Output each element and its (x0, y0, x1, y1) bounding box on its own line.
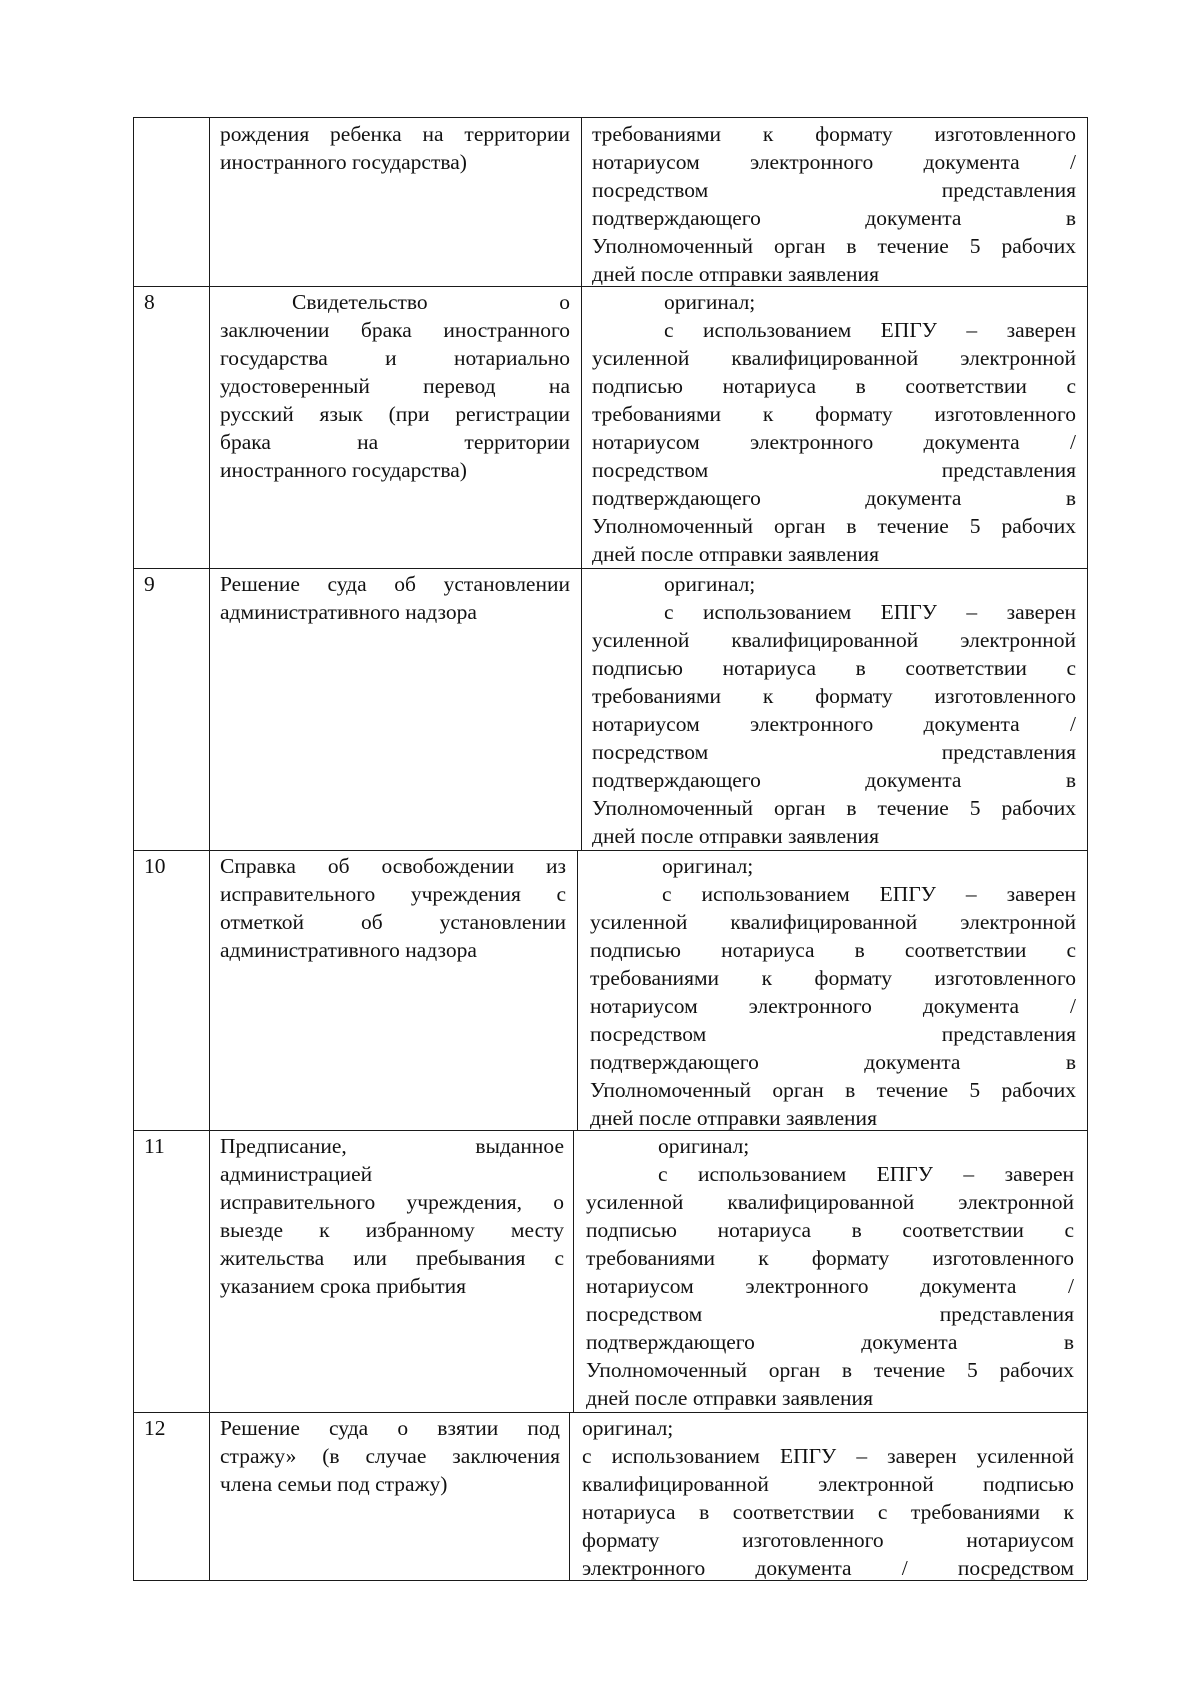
cell-line: с использованием ЕПГУ – заверен (664, 318, 1076, 342)
cell-line: подписью нотариуса в соответствии с (592, 374, 1076, 398)
row-number: 12 (144, 1416, 166, 1440)
cell-line: требованиями к формату изготовленного (590, 966, 1076, 990)
cell-line: посредством представления (592, 178, 1076, 202)
cell-line: Решение суда об установлении (220, 572, 570, 596)
cell-line: усиленной квалифицированной электронной (586, 1190, 1074, 1214)
cell-line: дней после отправки заявления (592, 542, 879, 566)
table-top-border (133, 117, 1087, 118)
cell-line: Свидетельство о (292, 290, 570, 314)
cell-line: усиленной квалифицированной электронной (592, 346, 1076, 370)
row-number: 9 (144, 572, 155, 596)
cell-line: исправительного учреждения с (220, 882, 566, 906)
requirements-cell (582, 1414, 1074, 1582)
cell-line: Предписание, выданное (220, 1134, 564, 1158)
cell-line: брака на территории (220, 430, 570, 454)
document-name-cell (220, 288, 570, 484)
requirements-cell (590, 852, 1076, 1132)
cell-line: Решение суда о взятии под (220, 1416, 560, 1440)
row-divider (133, 568, 1087, 569)
cell-line: исправительного учреждения, о (220, 1190, 564, 1214)
cell-line: с использованием ЕПГУ – заверен (664, 600, 1076, 624)
cell-line: иностранного государства) (220, 458, 467, 482)
cell-line: подтверждающего документа в (592, 768, 1076, 792)
column-divider-document (569, 1412, 570, 1580)
cell-line: усиленной квалифицированной электронной (590, 910, 1076, 934)
cell-line: подтверждающего документа в (586, 1330, 1074, 1354)
cell-line: Уполномоченный орган в течение 5 рабочих (592, 234, 1076, 258)
row-number: 8 (144, 290, 155, 314)
cell-line: нотариусом электронного документа / (586, 1274, 1074, 1298)
cell-line: рождения ребенка на территории (220, 122, 570, 146)
cell-line: отметкой об установлении (220, 910, 566, 934)
cell-line: подписью нотариуса в соответствии с (590, 938, 1076, 962)
cell-line: дней после отправки заявления (592, 824, 879, 848)
cell-line: администрацией (220, 1162, 373, 1186)
row-divider (133, 850, 1087, 851)
cell-line: посредством представления (592, 740, 1076, 764)
cell-line: посредством представления (590, 1022, 1076, 1046)
cell-line: Уполномоченный орган в течение 5 рабочих (590, 1078, 1076, 1102)
cell-line: нотариусом электронного документа / (592, 150, 1076, 174)
requirements-cell (586, 1132, 1074, 1412)
cell-line: подтверждающего документа в (592, 486, 1076, 510)
cell-line: электронного документа / посредством (582, 1556, 1074, 1580)
column-divider-document (577, 850, 578, 1130)
cell-line: выезде к избранному месту (220, 1218, 564, 1242)
cell-line: иностранного государства) (220, 150, 467, 174)
cell-line: русский язык (при регистрации (220, 402, 570, 426)
cell-line: жительства или пребывания с (220, 1246, 564, 1270)
cell-line: требованиями к формату изготовленного (586, 1246, 1074, 1270)
cell-line: с использованием ЕПГУ – заверен (658, 1162, 1074, 1186)
document-name-cell (220, 1132, 564, 1300)
cell-line: оригинал; (582, 1416, 674, 1440)
cell-line: дней после отправки заявления (590, 1106, 877, 1130)
cell-line: подписью нотариуса в соответствии с (592, 656, 1076, 680)
cell-line: нотариусом электронного документа / (592, 712, 1076, 736)
cell-line: удостоверенный перевод на (220, 374, 570, 398)
cell-line: подтверждающего документа в (592, 206, 1076, 230)
column-divider-document (581, 117, 582, 850)
column-divider-number (209, 117, 210, 1580)
row-number: 11 (144, 1134, 165, 1158)
row-divider (133, 1412, 1087, 1413)
cell-line: Уполномоченный орган в течение 5 рабочих (592, 514, 1076, 538)
cell-line: нотариусом электронного документа / (590, 994, 1076, 1018)
cell-line: квалифицированной электронной подписью (582, 1472, 1074, 1496)
cell-line: нотариусом электронного документа / (592, 430, 1076, 454)
cell-line: административного надзора (220, 938, 477, 962)
cell-line: посредством представления (586, 1302, 1074, 1326)
table-left-border (133, 117, 134, 1580)
cell-line: Уполномоченный орган в течение 5 рабочих (592, 796, 1076, 820)
cell-line: административного надзора (220, 600, 477, 624)
cell-line: указанием срока прибытия (220, 1274, 467, 1298)
document-name-cell (220, 1414, 560, 1498)
cell-line: формату изготовленного нотариусом (582, 1528, 1074, 1552)
requirements-cell (592, 570, 1076, 850)
cell-line: оригинал; (662, 854, 754, 878)
cell-line: заключении брака иностранного (220, 318, 570, 342)
cell-line: подписью нотариуса в соответствии с (586, 1218, 1074, 1242)
cell-line: подтверждающего документа в (590, 1050, 1076, 1074)
document-name-cell (220, 120, 570, 176)
document-name-cell (220, 570, 570, 626)
cell-line: требованиями к формату изготовленного (592, 122, 1076, 146)
cell-line: с использованием ЕПГУ – заверен (662, 882, 1076, 906)
cell-line: оригинал; (658, 1134, 750, 1158)
cell-line: посредством представления (592, 458, 1076, 482)
cell-line: требованиями к формату изготовленного (592, 402, 1076, 426)
cell-line: стражу» (в случае заключения (220, 1444, 560, 1468)
requirements-cell (592, 288, 1076, 568)
cell-line: нотариуса в соответствии с требованиями к (582, 1500, 1074, 1524)
cell-line: с использованием ЕПГУ – заверен усиленной (582, 1444, 1074, 1468)
cell-line: оригинал; (664, 572, 756, 596)
cell-line: члена семьи под стражу) (220, 1472, 448, 1496)
cell-line: дней после отправки заявления (592, 262, 879, 286)
cell-line: государства и нотариально (220, 346, 570, 370)
row-number: 10 (144, 854, 166, 878)
cell-line: Справка об освобождении из (220, 854, 566, 878)
cell-line: оригинал; (664, 290, 756, 314)
column-divider-document (573, 1130, 574, 1412)
cell-line: дней после отправки заявления (586, 1386, 873, 1410)
cell-line: Уполномоченный орган в течение 5 рабочих (586, 1358, 1074, 1382)
cell-line: усиленной квалифицированной электронной (592, 628, 1076, 652)
document-name-cell (220, 852, 566, 964)
table-right-border (1087, 117, 1088, 1580)
cell-line: требованиями к формату изготовленного (592, 684, 1076, 708)
requirements-cell (592, 120, 1076, 288)
